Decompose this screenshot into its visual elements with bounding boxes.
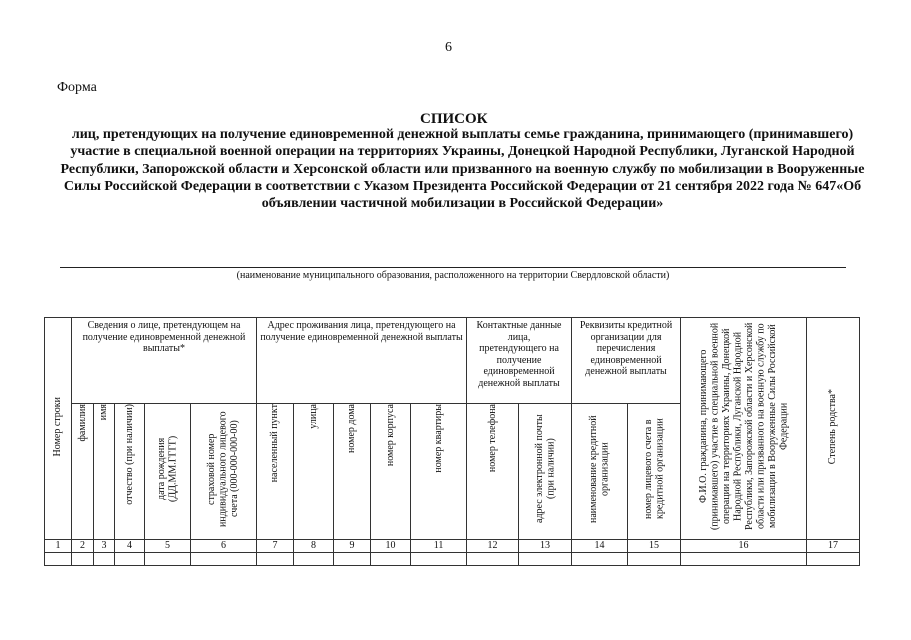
document-title: СПИСОК xyxy=(420,111,488,127)
beneficiary-list-table xyxy=(44,317,860,566)
group-person-header: Сведения о лице, претендующем на получение единовременной денежной выплаты* xyxy=(72,318,257,404)
col-account-header: номер лицевого счета в кредитной организации xyxy=(628,404,681,540)
column-number-6: 6 xyxy=(191,540,257,553)
column-number-3: 3 xyxy=(94,540,115,553)
column-number-5: 5 xyxy=(145,540,191,553)
form-label: Форма xyxy=(57,80,97,95)
col-bank-name-header: наименование кредитной организации xyxy=(572,404,628,540)
column-number-11: 11 xyxy=(411,540,467,553)
table-cell[interactable] xyxy=(72,553,94,566)
table-cell[interactable] xyxy=(145,553,191,566)
col-building-header: номер корпуса xyxy=(371,404,411,540)
col-surname-header: фамилия xyxy=(72,404,94,540)
column-number-12: 12 xyxy=(467,540,519,553)
municipality-caption: (наименование муниципального образования, расположенного на территории Свердловской области) xyxy=(236,270,670,281)
col-kinship-header: Степень родства* xyxy=(807,318,860,540)
col-birth-date-header: дата рождения (ДД.ММ.ГГГГ) xyxy=(145,404,191,540)
column-number-17: 17 xyxy=(807,540,860,553)
table-cell[interactable] xyxy=(371,553,411,566)
table-cell[interactable] xyxy=(519,553,572,566)
col-name-header: имя xyxy=(94,404,115,540)
col-street-header: улица xyxy=(294,404,334,540)
column-number-14: 14 xyxy=(572,540,628,553)
table-cell[interactable] xyxy=(467,553,519,566)
table-cell[interactable] xyxy=(191,553,257,566)
table-cell[interactable] xyxy=(115,553,145,566)
col-email-header: адрес электронной почты (при наличии) xyxy=(519,404,572,540)
column-number-15: 15 xyxy=(628,540,681,553)
col-house-header: номер дома xyxy=(334,404,371,540)
column-number-9: 9 xyxy=(334,540,371,553)
col-apartment-header: номер квартиры xyxy=(411,404,467,540)
column-number-2: 2 xyxy=(72,540,94,553)
column-number-13: 13 xyxy=(519,540,572,553)
table-cell[interactable] xyxy=(257,553,294,566)
table-cell[interactable] xyxy=(628,553,681,566)
table-row[interactable] xyxy=(45,553,860,566)
group-contacts-header: Контактные данные лица, претендующего на получение единовременной денежной выплаты xyxy=(467,318,572,404)
table-cell[interactable] xyxy=(45,553,72,566)
col-phone-header: номер телефона xyxy=(467,404,519,540)
column-number-row xyxy=(45,540,860,553)
table-cell[interactable] xyxy=(94,553,115,566)
column-number-16: 16 xyxy=(681,540,807,553)
col-insurance-number-header: страховой номер индивидуального лицевого счета (000-000-000-00) xyxy=(191,404,257,540)
column-number-10: 10 xyxy=(371,540,411,553)
group-header-row xyxy=(45,318,860,404)
group-bank-header: Реквизиты кредитной организации для перечисления единовременной денежной выплаты xyxy=(572,318,681,404)
column-number-1: 1 xyxy=(45,540,72,553)
table-cell[interactable] xyxy=(572,553,628,566)
col-participant-header: Ф.И.О. гражданина, принимающего (принимавшего) участие в специальной военной операции на территориях Украины, Донецкой Народной Республики, Луганской Народной Республики, Запорожской области и Херсонской области или призванного на военную службу по мобилизации в Вооруженные Силы Российской Федерации xyxy=(681,318,807,540)
col-row-number-header: Номер строки xyxy=(45,318,72,540)
table-cell[interactable] xyxy=(294,553,334,566)
group-address-header: Адрес проживания лица, претендующего на получение единовременной денежной выплаты xyxy=(257,318,467,404)
table-cell[interactable] xyxy=(334,553,371,566)
page-number: 6 xyxy=(445,40,452,55)
table-cell[interactable] xyxy=(411,553,467,566)
table-cell[interactable] xyxy=(807,553,860,566)
col-patronymic-header: отчество (при наличии) xyxy=(115,404,145,540)
municipality-blank-line xyxy=(60,267,846,268)
document-description: лиц, претендующих на получение единовременной денежной выплаты семье гражданина, принимающего (принимавшего) участие в специальной военной операции на территориях Украины, Донецкой Народной Республики, Луганской Народной Республики, Запорожской области и Херсонской области или призванного на военную службу по мобилизации в Вооруженные Силы Российской Федерации в соответствии с Указом Президента Российской Федерации от 21 сентября 2022 года № 647«Об объявлении частичной мобилизации в Российской Федерации» xyxy=(60,127,865,212)
column-number-4: 4 xyxy=(115,540,145,553)
table-cell[interactable] xyxy=(681,553,807,566)
col-locality-header: населенный пункт xyxy=(257,404,294,540)
column-number-8: 8 xyxy=(294,540,334,553)
column-number-7: 7 xyxy=(257,540,294,553)
